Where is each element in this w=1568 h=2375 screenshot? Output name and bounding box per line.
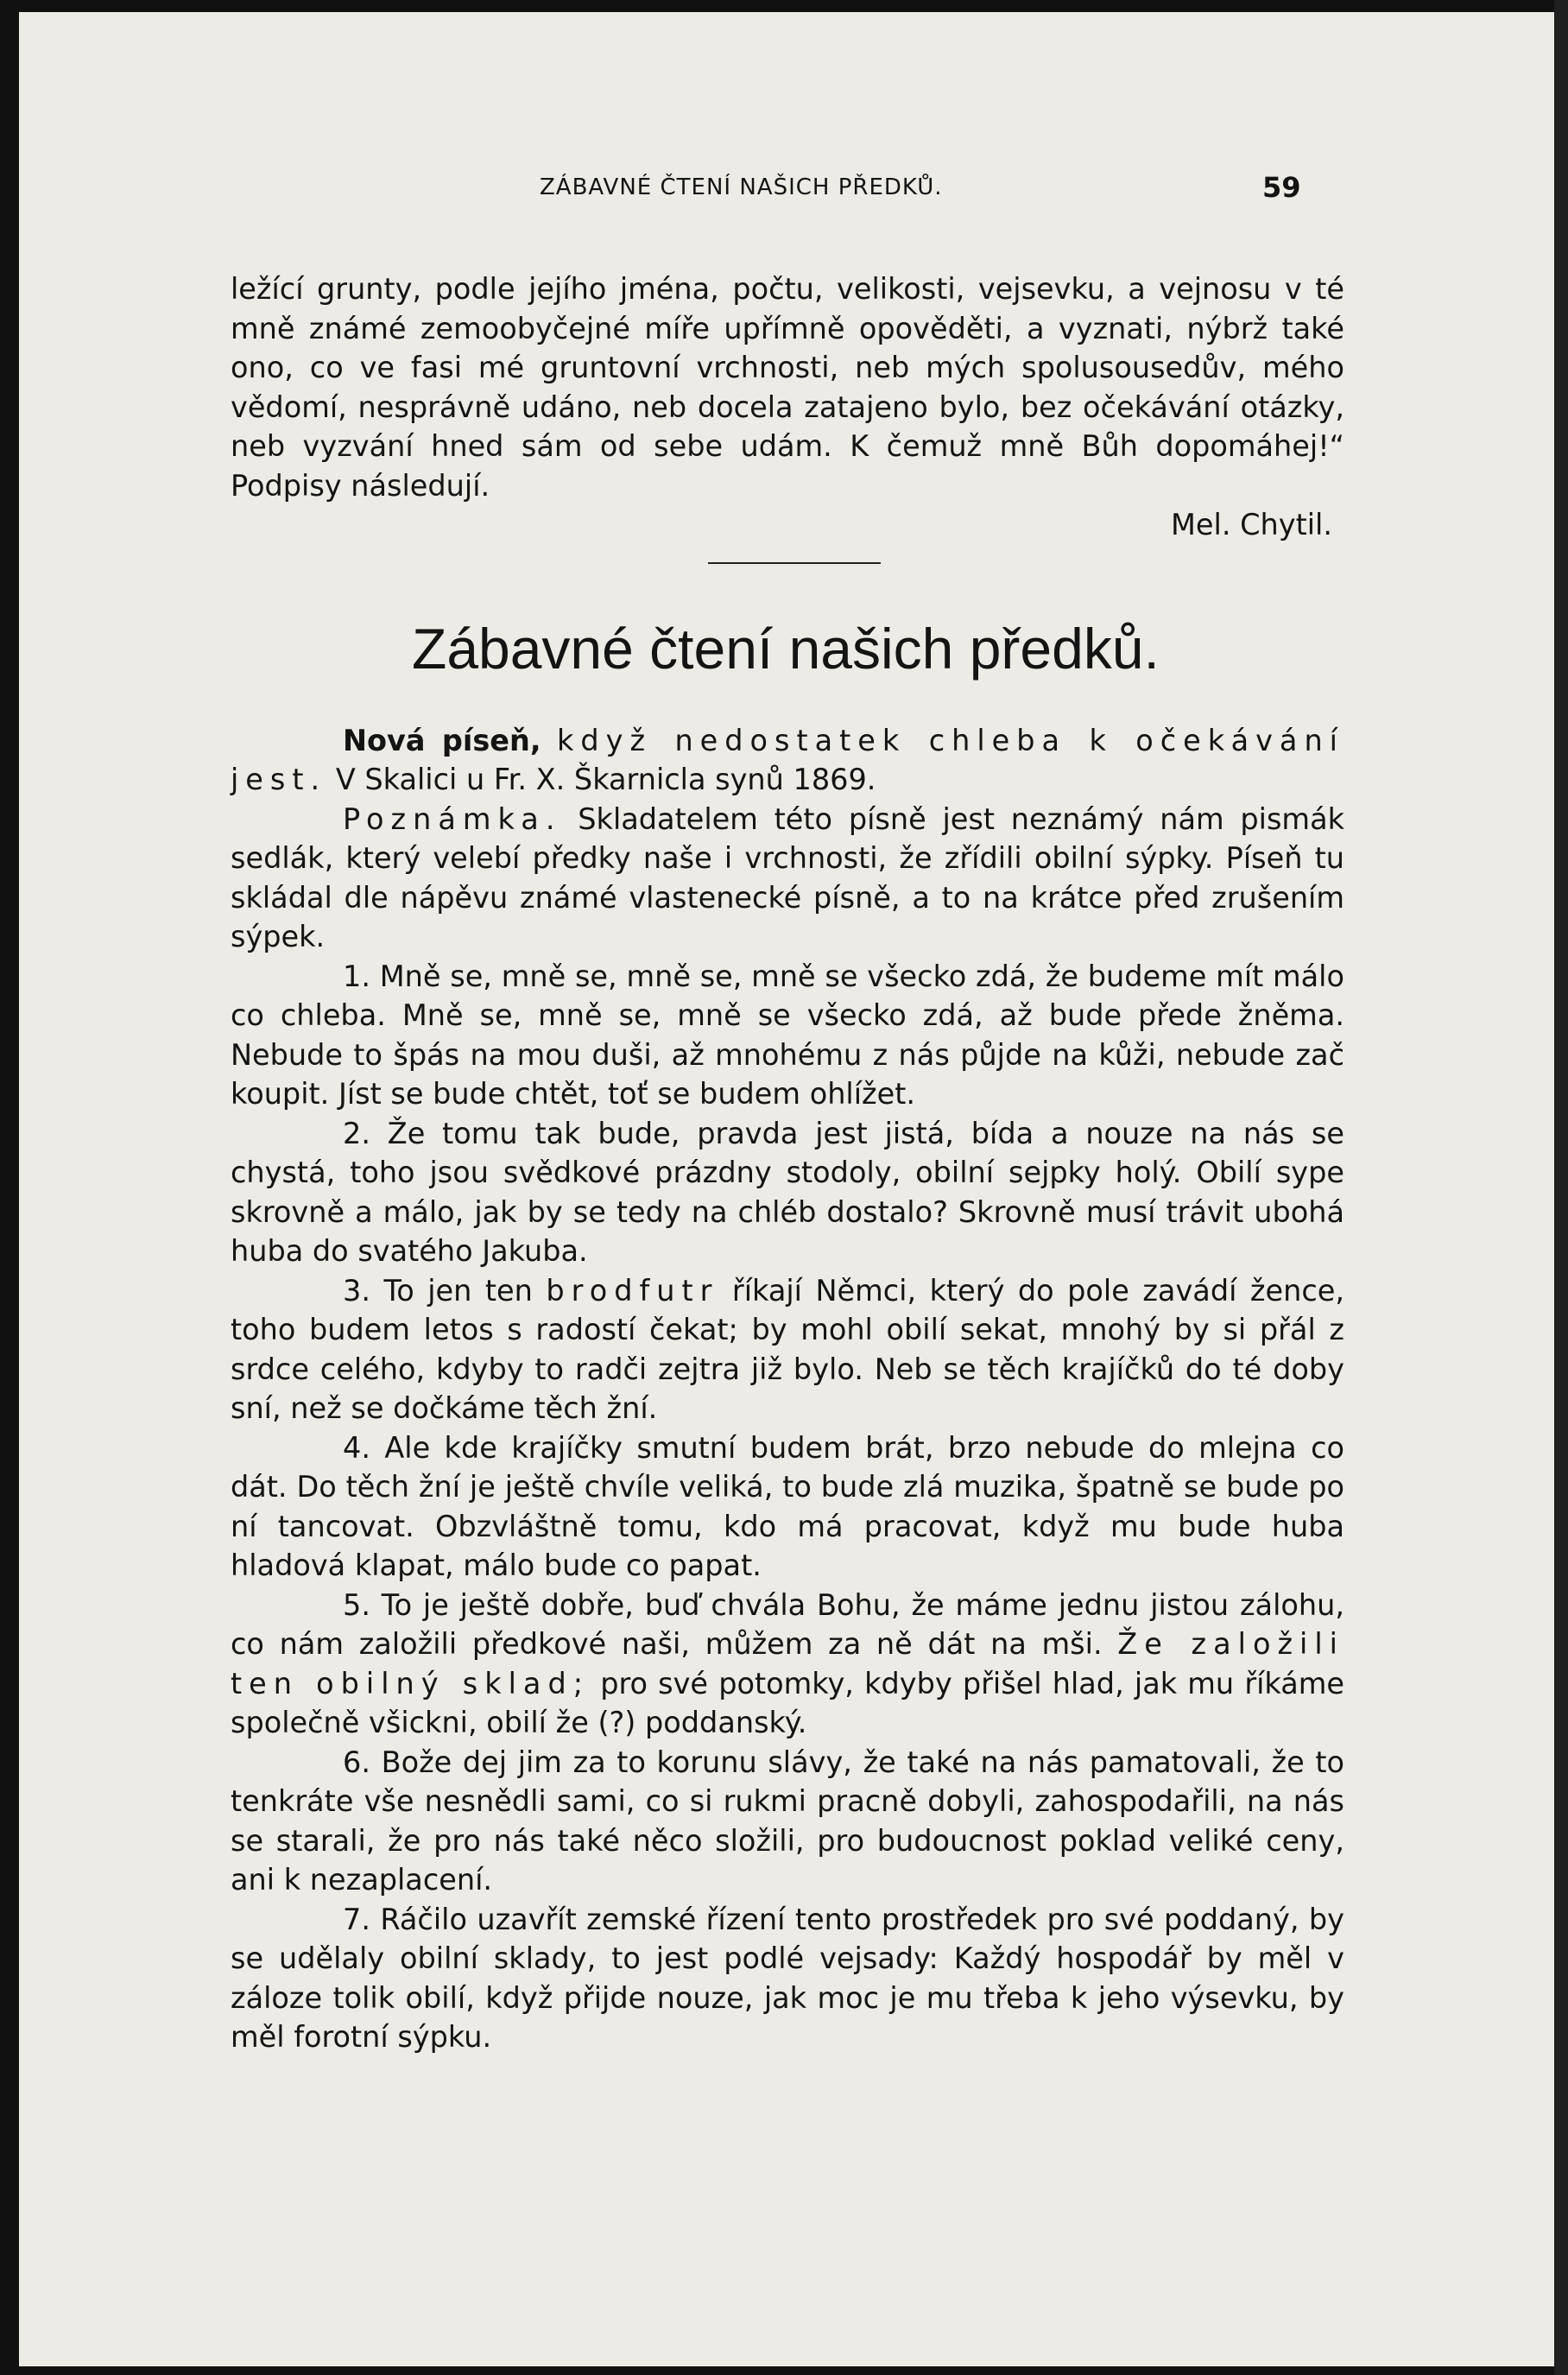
poem-heading-bold: Nová píseň, (343, 723, 541, 757)
verse-2: 2. Že tomu tak bude, pravda jest jistá, bída a nouze na nás se chystá, toho jsou svědkové prázdny stodoly, obilní sejpky holý. Obilí sype skrovně a málo, jak by se tedy na chléb dostalo? Skrovně musí trávit ubohá huba do svatého Jakuba. (231, 1116, 1344, 1269)
verse-5-start: 5. To je ještě dobře, buď chvála Bohu, že máme jednu jistou zálohu, co nám založili předkové naši, můžem za ně dát na mši. (231, 1587, 1344, 1662)
running-title: ZÁBAVNÉ ČTENÍ NAŠICH PŘEDKŮ. (540, 174, 943, 200)
page-number: 59 (1262, 171, 1301, 204)
signature: Mel. Chytil. (1171, 508, 1332, 542)
page-header (19, 171, 1554, 209)
verse-1: 1. Mně se, mně se, mně se, mně se všecko zdá, že budeme mít málo co chleba. Mně se, mně se, mně se všecko zdá, až bude přede žněma. Nebude to špás na mou duši, až mnohému z nás půjde na kůži, nebude zač koupit. Jíst se bude chtět, toť se budem ohlížet. (231, 959, 1344, 1112)
verse-4: 4. Ale kde krajíčky smutní budem brát, brzo nebude do mlejna co dát. Do těch žní je ještě chvíle veliká, to bude zlá muzika, špatně se bude po ní tancovat. Obzvláštně tomu, kdo má pracovat, když mu bude huba hladová klapat, málo bude co papat. (231, 1430, 1344, 1583)
verse-5-end: pro své potomky, kdyby přišel hlad, jak mu říkáme společně všickni, obilí že (?) poddanský. (231, 1666, 1345, 1740)
verse-3 (231, 1271, 1344, 1428)
book-page (19, 12, 1554, 2366)
scan-edge (1554, 0, 1568, 2375)
page-body (231, 269, 1344, 2057)
oath-paragraph: ležící grunty, podle jejího jména, počtu, velikosti, vejsevku, a vejnosu v té mně známé zemoobyčejné míře upřímně opověděti, a vyznati, nýbrž také ono, co ve fasi mé gruntovní vrchnosti, neb mých spolusousedův, mého vědomí, nesprávně udáno, neb docela zatajeno bylo, bez očekávání otázky, neb vyzvání hned sám od sebe udám. K čemuž mně Bůh dopomáhej!“ Podpisy následují. (231, 272, 1344, 503)
verse-3-start: 3. To jen ten (343, 1273, 533, 1308)
poem-heading-rest: V Skalici u Fr. X. Škarnicla synů 1869. (335, 763, 876, 797)
section-divider (708, 562, 881, 564)
verse-3-spaced: brodfutr (546, 1273, 719, 1308)
poem-note (231, 800, 1344, 957)
section-title: Zábavné čtení našich předků. (412, 616, 1160, 681)
note-text: Skladatelem této písně jest neznámý nám pismák sedlák, který velebí předky naše i vrchnosti, že zřídili obilní sýpky. Píseň tu skládal dle nápěvu známé vlastenecké písně, a to na krátce před zrušením sýpek. (231, 801, 1344, 954)
verse-3-end: říkají Němci, který do pole zavádí žence, toho budem letos s radostí čekat; by mohl obilí sekat, mnohý by si přál z srdce celého, kdyby to radči zejtra již bylo. Neb se těch krajíčků do té doby sní, než se dočkáme těch žní. (231, 1273, 1344, 1426)
poem-heading-spaced: když nedostatek chleba k očekávání jest. (231, 723, 1344, 797)
verse-6: 6. Bože dej jim za to korunu slávy, že také na nás pamatovali, že to tenkráte vše nesnědli sami, co si rukmi pracně dobyli, zahospodařili, na nás se starali, že pro nás také něco složili, pro budoucnost poklad veliké ceny, ani k nezaplacení. (231, 1745, 1344, 1897)
verse-5-spaced: Že založili ten obilný sklad; (231, 1627, 1344, 1700)
verse-5 (231, 1586, 1344, 1743)
poem-heading (231, 721, 1344, 800)
note-label: Poznámka. (343, 801, 562, 836)
verse-7: 7. Ráčilo uzavřít zemské řízení tento prostředek pro své poddaný, by se udělaly obilní sklady, to jest podlé vejsady: Každý hospodář by měl v záloze tolik obilí, když přijde nouze, jak moc je mu třeba k jeho výsevku, by měl forotní sýpku. (231, 1902, 1344, 2055)
